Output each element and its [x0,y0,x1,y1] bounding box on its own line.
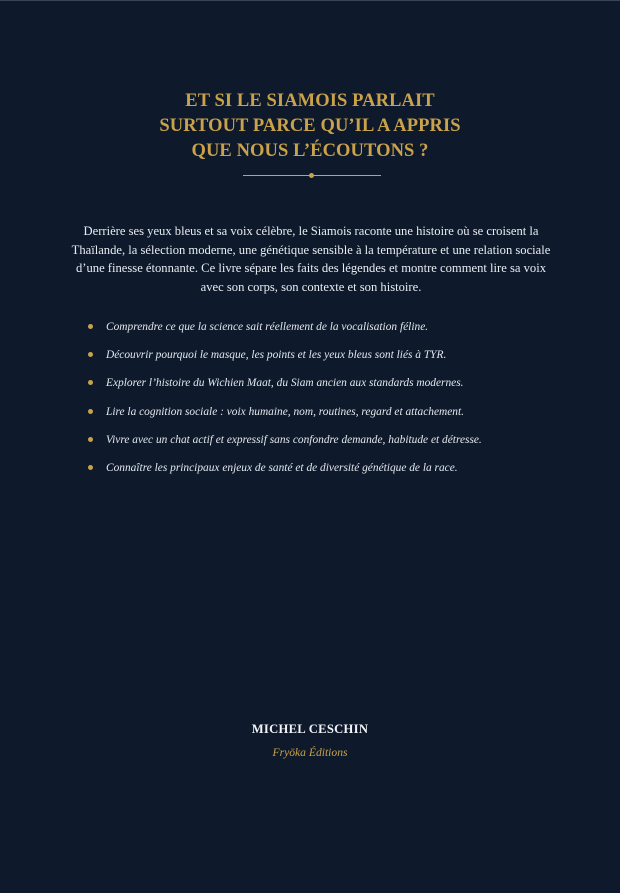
list-item-text: Explorer l’histoire du Wichien Maat, du Siam ancien aux standards modernes. [106,377,464,390]
list-item [88,375,568,403]
author-name: MICHEL CESCHIN [251,722,369,736]
bullet-dot-icon [88,465,93,470]
headline-line-3: QUE NOUS L’ÉCOUTONS ? [191,141,429,161]
bullet-dot-icon [88,380,93,385]
list-item [88,460,568,488]
bullet-dot-icon [88,409,93,414]
headline-line-1: ET SI LE SIAMOIS PARLAIT [185,91,435,111]
list-item [88,347,568,375]
ornament-divider [243,172,381,180]
bullet-dot-icon [88,352,93,357]
bullet-dot-icon [88,324,93,329]
headline-line-2: SURTOUT PARCE QU’IL A APPRIS [159,116,461,136]
headline [0,89,620,164]
list-item [88,404,568,432]
list-item [88,432,568,460]
divider-dot-icon [309,173,314,178]
feature-list [88,319,568,488]
list-item-text: Vivre avec un chat actif et expressif sans confondre demande, habitude et détresse. [106,433,482,446]
blurb-paragraph: Derrière ses yeux bleus et sa voix célèbre, le Siamois raconte une histoire où se croisent la Thaïlande, la sélection moderne, une génétique sensible à la température et une relation sociale d’une finesse étonnante. Ce livre sépare les faits des légendes et montre comment lire sa voix avec son corps, son contexte et son histoire. [71,224,551,294]
bullet-dot-icon [88,437,93,442]
list-item [88,319,568,347]
list-item-text: Lire la cognition sociale : voix humaine, nom, routines, regard et attachement. [106,405,465,418]
list-item-text: Connaître les principaux enjeux de santé et de diversité génétique de la race. [106,461,458,474]
publisher-name: Fryöka Éditions [272,746,348,759]
list-item-text: Découvrir pourquoi le masque, les points et les yeux bleus sont liés à TYR. [106,349,447,362]
list-item-text: Comprendre ce que la science sait réellement de la vocalisation féline. [106,321,429,333]
